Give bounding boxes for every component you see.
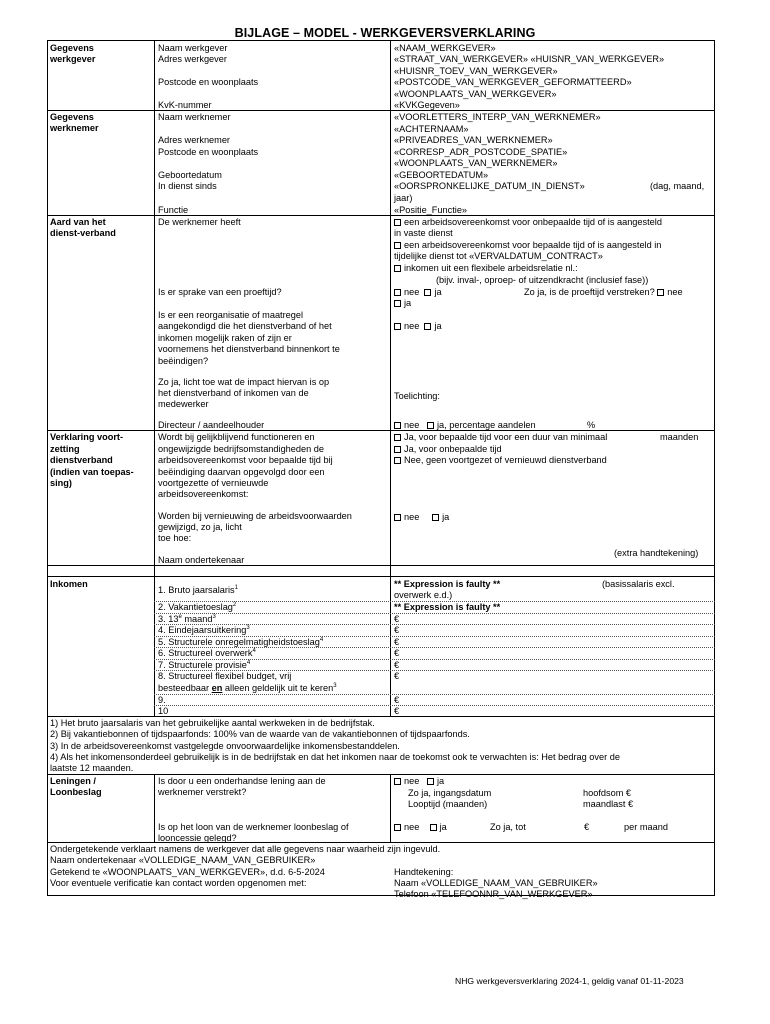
checkbox-nee[interactable] <box>394 323 401 330</box>
income-label: 1. Bruto jaarsalaris$^1$ <box>158 584 238 595</box>
section-line <box>47 565 715 566</box>
field-label: arbeidsovereenkomst: <box>158 489 249 499</box>
field-label: Zo ja, licht toe wat de impact hiervan is op <box>158 377 330 387</box>
section-heading: Verklaring voort- <box>50 432 124 442</box>
field-label: Directeur / aandeelhouder <box>158 420 265 430</box>
section-heading: (indien van toepas- <box>50 467 134 477</box>
income-label: 10 <box>158 706 169 716</box>
field-label: per maand <box>624 822 668 832</box>
section-line <box>47 430 715 431</box>
form-table <box>47 40 715 896</box>
income-hint: (basissalaris excl. <box>602 579 675 589</box>
income-label: besteedbaar en alleen geldelijk uit te keren$^3$ <box>158 682 337 693</box>
field-label: medewerker <box>158 399 209 409</box>
verklaring-text: Ondergetekende verklaart namens de werkgever dat alle gegevens naar waarheid zijn ingevuld. <box>50 844 441 854</box>
income-label: 3. 13e maand$^3$ <box>158 613 216 624</box>
income-value: € <box>394 671 400 681</box>
field-label: het dienstverband of inkomen van de <box>158 388 309 398</box>
field-label: Zo ja, ingangsdatum <box>408 788 492 798</box>
field-label: hoofdsom € <box>583 788 632 798</box>
field-label: Naam werkgever <box>158 43 228 53</box>
income-label: 2. Vakantietoeslag$^2$ <box>158 601 237 612</box>
income-value: ** Expression is faulty ** <box>394 602 501 612</box>
field-label: werknemer verstrekt? <box>158 787 247 797</box>
field-value: «ACHTERNAAM» <box>394 124 469 134</box>
field-label: maandlast € <box>583 799 634 809</box>
field-label: Postcode en woonplaats <box>158 77 259 87</box>
field-value: «Positie_Functie» <box>394 205 468 215</box>
page-title: BIJLAGE – MODEL - WERKGEVERSVERKLARING <box>234 26 536 40</box>
option-text: in vaste dienst <box>394 228 453 238</box>
option-text: (bijv. inval-, oproep- of uitzendkracht (inclusief fase)) <box>436 275 649 285</box>
vernieuwing-options: nee ja <box>394 512 449 524</box>
field-label: Geboortedatum <box>158 170 222 180</box>
section-heading: zetting <box>50 444 80 454</box>
section-heading: dienstverband <box>50 455 113 465</box>
section-line <box>47 576 715 577</box>
field-label: Adres werkgever <box>158 54 227 64</box>
field-label: arbeidsovereenkomst voor bepaalde tijd bij <box>158 455 333 465</box>
section-heading: dienst-verband <box>50 228 116 238</box>
field-label: looncessie gelegd? <box>158 833 237 843</box>
field-label: ongewijzigde bedrijfsomstandigheden de <box>158 444 324 454</box>
contact-telefoon: Telefoon «TELEFOONNR_VAN_WERKGEVER» <box>394 889 593 899</box>
proeftijd-ja: ja <box>394 298 411 310</box>
field-label: In dienst sinds <box>158 181 217 191</box>
checkbox-ja[interactable] <box>430 824 437 831</box>
checkbox-nee[interactable] <box>394 824 401 831</box>
income-value: € <box>394 706 400 716</box>
toelichting-label: Toelichting: <box>394 391 440 401</box>
field-label: De werknemer heeft <box>158 217 241 227</box>
income-value: ** Expression is faulty ** <box>394 579 501 589</box>
income-label: 9. <box>158 695 166 705</box>
field-value: «POSTCODE_VAN_WERKGEVER_GEFORMATTEERD» <box>394 77 632 87</box>
option-onbepaalde-tijd[interactable]: Ja, voor onbepaalde tijd <box>394 444 502 456</box>
option-bepaalde-tijd[interactable]: Ja, voor bepaalde tijd voor een duur van minimaal <box>394 432 607 444</box>
field-hint: (dag, maand, <box>650 181 705 191</box>
col-divider-2 <box>390 40 391 716</box>
field-value: «HUISNR_TOEV_VAN_WERKGEVER» <box>394 66 558 76</box>
field-label: Naam ondertekenaar <box>158 555 245 565</box>
field-label: Wordt bij gelijkblijvend functioneren en <box>158 432 315 442</box>
section-heading: werknemer <box>50 123 99 133</box>
proeftijd-options: nee ja <box>394 287 442 299</box>
field-label: Worden bij vernieuwing de arbeidsvoorwaarden <box>158 511 352 521</box>
col-divider-1 <box>154 40 155 716</box>
income-value: € <box>394 614 400 624</box>
reorg-options: nee ja <box>394 321 442 333</box>
section-line <box>47 110 715 111</box>
field-label: Functie <box>158 205 189 215</box>
checkbox-nee[interactable] <box>394 514 401 521</box>
field-label: Is op het loon van de werknemer loonbeslag of <box>158 822 349 832</box>
euro-sign: € <box>584 822 590 832</box>
checkbox-ja[interactable] <box>427 778 434 785</box>
section-heading: Loonbeslag <box>50 787 102 797</box>
section-line <box>47 716 715 717</box>
field-label: Naam werknemer <box>158 112 231 122</box>
checkbox[interactable] <box>394 219 401 226</box>
section-heading: Leningen / <box>50 776 96 786</box>
income-label: 4. Eindejaarsuitkering$^3$ <box>158 624 250 635</box>
field-label: Is er sprake van een proeftijd? <box>158 287 282 297</box>
proeftijd-verstreken: Zo ja, is de proeftijd verstreken? nee <box>524 287 683 297</box>
lening-options: nee ja <box>394 776 444 788</box>
dga-options: nee ja, percentage aandelen <box>394 420 536 432</box>
field-label: Postcode en woonplaats <box>158 147 259 157</box>
option-bepaalde-tijd[interactable]: een arbeidsovereenkomst voor bepaalde tijd of is aangesteld in <box>394 240 661 252</box>
income-value: € <box>394 637 400 647</box>
section-heading: Gegevens <box>50 112 94 122</box>
income-hint: overwerk e.d.) <box>394 590 453 600</box>
section-heading: Aard van het <box>50 217 106 227</box>
field-value: «KVKGegeven» <box>394 100 460 110</box>
checkbox[interactable] <box>394 265 401 272</box>
contact-naam: Naam «VOLLEDIGE_NAAM_VAN_GEBRUIKER» <box>394 878 598 888</box>
section-heading: sing) <box>50 478 72 488</box>
field-label: Is er een reorganisatie of maatregel <box>158 310 304 320</box>
footnote: 1) Het bruto jaarsalaris van het gebruikelijke aantal werkweken in de bedrijfstak. <box>50 718 375 728</box>
income-value: € <box>394 648 400 658</box>
footnote: 2) Bij vakantiebonnen of tijdspaarfonds: 100% van de waarde van de vakantiebonnen of tijdspaarfonds. <box>50 729 470 739</box>
field-value: «PRIVEADRES_VAN_WERKNEMER» <box>394 135 553 145</box>
section-heading: Inkomen <box>50 579 88 589</box>
field-label: Is door u een onderhandse lening aan de <box>158 776 326 786</box>
field-label: beëindigen? <box>158 356 209 366</box>
loonbeslag-options: nee ja <box>394 822 447 834</box>
option-flexibel[interactable]: inkomen uit een flexibele arbeidsrelatie nl.: <box>394 263 578 275</box>
percent-sign: % <box>587 420 596 430</box>
income-label: 8. Structureel flexibel budget, vrij <box>158 671 292 681</box>
checkbox-nee[interactable] <box>394 778 401 785</box>
field-label: beëindiging daarvan opgevolgd door een <box>158 467 325 477</box>
checkbox-ja[interactable] <box>424 289 431 296</box>
checkbox[interactable] <box>394 434 401 441</box>
field-value: «WOONPLAATS_VAN_WERKGEVER» <box>394 89 557 99</box>
field-label: gewijzigd, zo ja, licht <box>158 522 242 532</box>
field-label: Adres werknemer <box>158 135 230 145</box>
section-line <box>47 842 715 843</box>
section-heading: werkgever <box>50 54 96 64</box>
section-line <box>47 215 715 216</box>
checkbox-ja[interactable] <box>427 422 434 429</box>
income-label: 7. Structurele provisie$^4$ <box>158 659 251 670</box>
field-value: «VOORLETTERS_INTERP_VAN_WERKNEMER» <box>394 112 601 122</box>
field-hint: jaar) <box>394 193 413 203</box>
checkbox-nee[interactable] <box>394 289 401 296</box>
field-label: aangekondigd die het dienstverband of het <box>158 321 332 331</box>
verificatie-text: Voor eventuele verificatie kan contact worden opgenomen met: <box>50 878 307 888</box>
field-label: Zo ja, tot <box>490 822 526 832</box>
checkbox-nee[interactable] <box>657 289 664 296</box>
field-value: «STRAAT_VAN_WERKGEVER» «HUISNR_VAN_WERKGEVER» <box>394 54 665 64</box>
field-label: voortgezette of vernieuwde <box>158 478 269 488</box>
checkbox[interactable] <box>394 457 401 464</box>
checkbox[interactable] <box>394 242 401 249</box>
income-value: € <box>394 660 400 670</box>
field-value: «GEBOORTEDATUM» <box>394 170 489 180</box>
field-label: toe hoe: <box>158 533 192 543</box>
field-value: «CORRESP_ADR_POSTCODE_SPATIE» <box>394 147 568 157</box>
section-line <box>47 774 715 775</box>
checkbox[interactable] <box>394 446 401 453</box>
checkbox-nee[interactable] <box>394 422 401 429</box>
section-heading: Gegevens <box>50 43 94 53</box>
income-value: € <box>394 625 400 635</box>
option-text: tijdelijke dienst tot «VERVALDATUM_CONTRACT» <box>394 251 603 261</box>
field-label: KvK-nummer <box>158 100 212 110</box>
page-footer: NHG werkgeversverklaring 2024-1, geldig vanaf 01-11-2023 <box>455 976 684 986</box>
checkbox-ja[interactable] <box>432 514 439 521</box>
footnote: 3) In de arbeidsovereenkomst vastgelegde onvoorwaardelijke inkomensbestanddelen. <box>50 741 400 751</box>
field-label: voornemens het dienstverband binnenkort te <box>158 344 340 354</box>
row-line <box>154 705 715 706</box>
handtekening-label: Handtekening: <box>394 867 454 877</box>
footnote: laatste 12 maanden. <box>50 763 134 773</box>
income-value: € <box>394 695 400 705</box>
getekend-te: Getekend te «WOONPLAATS_VAN_WERKGEVER», d.d. 6-5-2024 <box>50 867 325 877</box>
field-value: «OORSPRONKELIJKE_DATUM_IN_DIENST» <box>394 181 585 191</box>
field-value: «WOONPLAATS_VAN_WERKNEMER» <box>394 158 558 168</box>
checkbox-ja[interactable] <box>394 300 401 307</box>
income-label: 6. Structureel overwerk$^4$ <box>158 647 256 658</box>
field-value: «NAAM_WERKGEVER» <box>394 43 496 53</box>
unit-label: maanden <box>660 432 699 442</box>
option-onbepaalde-tijd[interactable]: een arbeidsovereenkomst voor onbepaalde tijd of is aangesteld <box>394 217 662 229</box>
ondertekenaar-naam: Naam ondertekenaar «VOLLEDIGE_NAAM_VAN_GEBRUIKER» <box>50 855 316 865</box>
field-label: Looptijd (maanden) <box>408 799 488 809</box>
income-label: 5. Structurele onregelmatigheidstoeslag$^4$ <box>158 636 324 647</box>
footnote: 4) Als het inkomensonderdeel gebruikelijk is in de bedrijfstak en dat het inkomen naar de toekomst ook te verwachten is: Het bedrag over de <box>50 752 620 762</box>
option-geen-voortzetting[interactable]: Nee, geen voortgezet of vernieuwd dienstverband <box>394 455 607 467</box>
col-divider-1b <box>154 774 155 842</box>
field-label: inkomen mogelijk raken of zijn er <box>158 333 292 343</box>
checkbox-ja[interactable] <box>424 323 431 330</box>
extra-handtekening: (extra handtekening) <box>614 548 699 558</box>
col-divider-2b <box>390 774 391 842</box>
